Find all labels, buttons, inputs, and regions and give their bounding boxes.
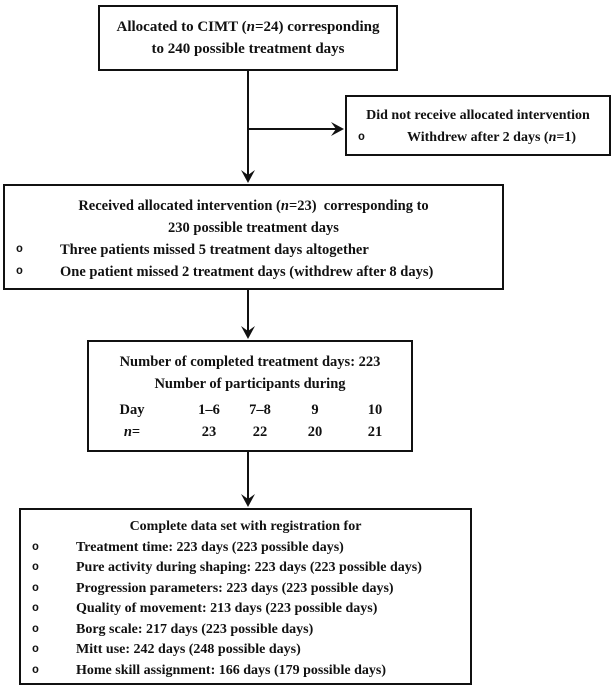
text-segment: Number of completed treatment days: 223 — [119, 354, 381, 370]
bullet-marker: o — [32, 663, 39, 677]
text-segment: Day — [119, 402, 145, 418]
bullet-marker: o — [32, 581, 39, 595]
bullet-marker: o — [358, 131, 365, 144]
text-segment: Three patients missed 5 treatment days altogether — [60, 242, 369, 258]
bullet-line — [21, 620, 470, 641]
bullet-marker: o — [16, 243, 23, 256]
text-line — [89, 373, 411, 395]
table-cell — [277, 399, 353, 421]
text-segment: Allocated to CIMT ( — [116, 19, 247, 35]
text-segment: n — [123, 424, 132, 440]
bullet-line — [21, 640, 470, 661]
text-line — [5, 217, 502, 239]
text-segment: Complete data set with registration for — [129, 519, 362, 534]
text-segment: 1–6 — [198, 402, 220, 418]
text-segment: = — [131, 424, 141, 440]
text-segment: Did not receive allocated intervention — [366, 108, 590, 123]
text-line — [100, 38, 396, 60]
bullet-line — [21, 538, 470, 559]
bullet-marker: o — [32, 602, 39, 615]
text-segment: One patient missed 2 treatment days (withdrew after 8 days) — [60, 264, 434, 280]
text-segment: 20 — [307, 424, 323, 440]
table-cell — [175, 421, 243, 443]
text-segment: Progression parameters: 223 days (223 possible days) — [76, 580, 394, 596]
text-segment: =1) — [556, 130, 576, 145]
bullet-line — [21, 558, 470, 579]
text-segment: Quality of movement: 213 days (223 possible days) — [76, 601, 378, 616]
bullet-line — [5, 261, 502, 283]
text-segment: Home skill assignment: 166 days (179 possible days) — [76, 662, 386, 678]
text-line — [89, 351, 411, 373]
bullet-line — [21, 599, 470, 620]
table-cell — [89, 399, 175, 421]
table-cell — [243, 421, 277, 443]
text-segment: Withdrew after 2 days ( — [407, 130, 549, 145]
box-did-not-receive-intervention — [345, 95, 611, 156]
bullet-marker: o — [32, 622, 39, 636]
text-segment: 23 — [201, 424, 217, 440]
text-line — [347, 105, 609, 127]
text-segment: 9 — [311, 402, 319, 418]
completed-box-header — [89, 351, 411, 395]
text-segment: Treatment time: 223 days (223 possible days) — [76, 539, 344, 555]
text-segment: Pure activity during shaping: 223 days (223 possible days) — [76, 560, 422, 575]
bullet-marker: o — [16, 265, 23, 278]
table-cell — [353, 421, 397, 443]
table-cell — [89, 421, 175, 443]
text-line — [21, 517, 470, 538]
bullet-line — [21, 579, 470, 600]
text-segment: =24) corresponding — [254, 19, 380, 35]
participants-per-day-table — [89, 399, 411, 443]
table-cell — [353, 399, 397, 421]
text-segment: Received allocated intervention ( — [78, 198, 281, 214]
box-completed-treatment-days — [87, 340, 413, 452]
text-segment: Number of participants during — [154, 376, 346, 392]
table-cell — [277, 421, 353, 443]
text-segment: 22 — [252, 424, 268, 440]
table-cell — [243, 399, 277, 421]
text-line — [100, 16, 396, 38]
text-segment: Borg scale: 217 days (223 possible days) — [76, 621, 314, 637]
bullet-marker: o — [32, 643, 39, 656]
bullet-line — [347, 127, 609, 149]
text-segment: n — [280, 198, 289, 214]
text-segment: n — [246, 19, 255, 35]
bullet-line — [21, 661, 470, 682]
bullet-marker: o — [32, 540, 39, 554]
box-allocated-to-cimt — [98, 5, 398, 71]
text-segment: =23) corresponding to — [288, 198, 429, 214]
text-segment: to 240 possible treatment days — [151, 41, 345, 57]
text-segment: 230 possible treatment days — [168, 220, 339, 236]
box-received-intervention — [3, 184, 504, 290]
text-segment: n — [548, 130, 557, 145]
bullet-line — [5, 239, 502, 261]
text-segment: 21 — [367, 424, 383, 440]
text-line — [5, 195, 502, 217]
text-segment: 7–8 — [249, 402, 271, 418]
box-complete-data-set — [19, 508, 472, 685]
table-cell — [175, 399, 243, 421]
bullet-marker: o — [32, 561, 39, 574]
text-segment: 10 — [367, 402, 383, 418]
text-segment: Mitt use: 242 days (248 possible days) — [76, 642, 301, 657]
